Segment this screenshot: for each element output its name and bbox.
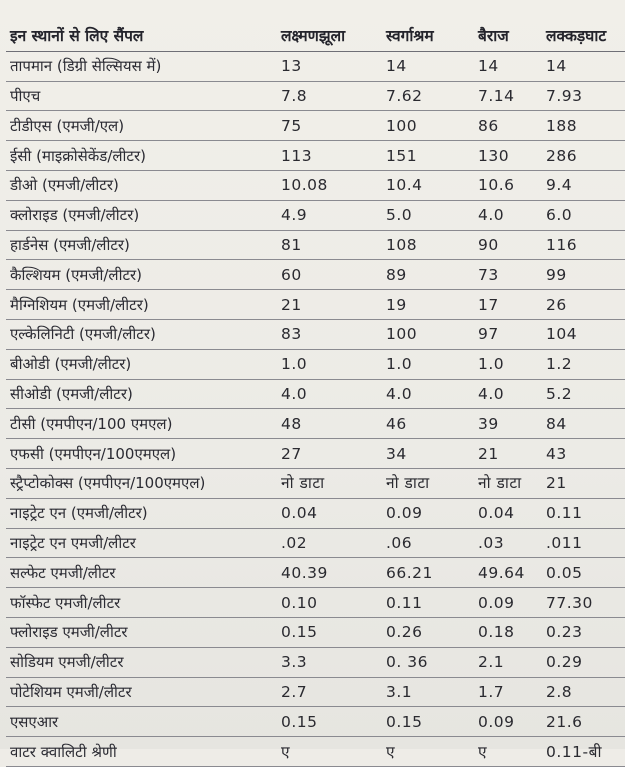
row-parameter-label: सल्फेट एमजी/लीटर <box>6 558 271 588</box>
row-value-cell: 3.3 <box>271 647 380 677</box>
row-value-cell: 10.4 <box>380 170 474 200</box>
row-value-cell: 48 <box>271 409 380 439</box>
header-sample-location: इन स्थानों से लिए सैंपल <box>6 22 271 51</box>
row-value-cell: .011 <box>536 528 625 558</box>
table-row <box>6 290 625 320</box>
row-parameter-label: कैल्शियम (एमजी/लीटर) <box>6 260 271 290</box>
row-parameter-label: पोटेशियम एमजी/लीटर <box>6 677 271 707</box>
row-value-cell: 130 <box>474 141 536 171</box>
row-value-cell: 0.26 <box>380 617 474 647</box>
table-row <box>6 319 625 349</box>
row-value-cell: 21 <box>271 290 380 320</box>
row-value-cell: 4.0 <box>474 379 536 409</box>
row-value-cell: 0.15 <box>380 707 474 737</box>
row-value-cell: 73 <box>474 260 536 290</box>
row-value-cell: 2.1 <box>474 647 536 677</box>
row-value-cell: 43 <box>536 439 625 469</box>
row-value-cell: 0.11 <box>380 588 474 618</box>
row-value-cell: ए <box>271 737 380 767</box>
table-row <box>6 677 625 707</box>
row-value-cell: .03 <box>474 528 536 558</box>
table-row <box>6 379 625 409</box>
row-value-cell: 10.08 <box>271 170 380 200</box>
row-parameter-label: स्ट्रैप्टोकोक्स (एमपीएन/100एमएल) <box>6 468 271 498</box>
row-value-cell: 0.11-बी <box>536 737 625 767</box>
row-value-cell: 4.0 <box>271 379 380 409</box>
table-row <box>6 51 625 81</box>
header-swargashram: स्वर्गाश्रम <box>380 22 474 51</box>
row-value-cell: 34 <box>380 439 474 469</box>
row-value-cell: 113 <box>271 141 380 171</box>
row-value-cell: 89 <box>380 260 474 290</box>
row-parameter-label: सोडियम एमजी/लीटर <box>6 647 271 677</box>
table-row <box>6 141 625 171</box>
row-value-cell: 2.8 <box>536 677 625 707</box>
row-parameter-label: नाइट्रेट एन (एमजी/लीटर) <box>6 498 271 528</box>
table-row <box>6 707 625 737</box>
row-value-cell: 0.04 <box>474 498 536 528</box>
row-value-cell: 46 <box>380 409 474 439</box>
row-value-cell: 39 <box>474 409 536 439</box>
header-lakkadghat: लक्कड़घाट <box>536 22 625 51</box>
row-parameter-label: ईसी (माइक्रोसेकेंड/लीटर) <box>6 141 271 171</box>
row-value-cell: 1.2 <box>536 349 625 379</box>
row-value-cell: नो डाटा <box>474 468 536 498</box>
row-value-cell: 0.09 <box>474 707 536 737</box>
row-value-cell: 10.6 <box>474 170 536 200</box>
row-parameter-label: एल्केलिनिटी (एमजी/लीटर) <box>6 319 271 349</box>
row-value-cell: 40.39 <box>271 558 380 588</box>
row-value-cell: नो डाटा <box>380 468 474 498</box>
table-row <box>6 230 625 260</box>
row-value-cell: 100 <box>380 111 474 141</box>
table-row <box>6 349 625 379</box>
row-parameter-label: एसएआर <box>6 707 271 737</box>
row-value-cell: 104 <box>536 319 625 349</box>
row-value-cell: 0.23 <box>536 617 625 647</box>
table-row <box>6 588 625 618</box>
row-value-cell: 0.05 <box>536 558 625 588</box>
row-value-cell: 21 <box>474 439 536 469</box>
row-value-cell: 100 <box>380 319 474 349</box>
row-value-cell: 188 <box>536 111 625 141</box>
table-row <box>6 260 625 290</box>
row-value-cell: 0.29 <box>536 647 625 677</box>
row-parameter-label: सीओडी (एमजी/लीटर) <box>6 379 271 409</box>
row-parameter-label: मैग्निशियम (एमजी/लीटर) <box>6 290 271 320</box>
table-body <box>6 51 625 766</box>
row-value-cell: 5.2 <box>536 379 625 409</box>
row-value-cell: 7.62 <box>380 81 474 111</box>
row-value-cell: 0. 36 <box>380 647 474 677</box>
row-value-cell: 77.30 <box>536 588 625 618</box>
table-row <box>6 409 625 439</box>
row-value-cell: 0.10 <box>271 588 380 618</box>
row-value-cell: 90 <box>474 230 536 260</box>
row-value-cell: 2.7 <box>271 677 380 707</box>
row-value-cell: 14 <box>536 51 625 81</box>
row-value-cell: 26 <box>536 290 625 320</box>
row-value-cell: ए <box>474 737 536 767</box>
row-value-cell: ए <box>380 737 474 767</box>
row-value-cell: नो डाटा <box>271 468 380 498</box>
row-value-cell: 99 <box>536 260 625 290</box>
table-row <box>6 498 625 528</box>
table-row <box>6 170 625 200</box>
table-row <box>6 737 625 767</box>
row-value-cell: 0.09 <box>474 588 536 618</box>
row-value-cell: 3.1 <box>380 677 474 707</box>
row-parameter-label: एफसी (एमपीएन/100एमएल) <box>6 439 271 469</box>
table-row <box>6 200 625 230</box>
row-value-cell: 0.15 <box>271 707 380 737</box>
table-row <box>6 558 625 588</box>
row-value-cell: 286 <box>536 141 625 171</box>
row-value-cell: 13 <box>271 51 380 81</box>
row-parameter-label: टीडीएस (एमजी/एल) <box>6 111 271 141</box>
row-value-cell: 66.21 <box>380 558 474 588</box>
row-value-cell: 0.18 <box>474 617 536 647</box>
table-row <box>6 468 625 498</box>
row-value-cell: 1.0 <box>474 349 536 379</box>
row-parameter-label: डीओ (एमजी/लीटर) <box>6 170 271 200</box>
table-row <box>6 617 625 647</box>
table-row <box>6 111 625 141</box>
row-parameter-label: फॉस्फेट एमजी/लीटर <box>6 588 271 618</box>
header-lakshmanjhula: लक्ष्मणझूला <box>271 22 380 51</box>
row-value-cell: 5.0 <box>380 200 474 230</box>
row-value-cell: 1.7 <box>474 677 536 707</box>
row-value-cell: 84 <box>536 409 625 439</box>
row-parameter-label: नाइट्रेट एन एमजी/लीटर <box>6 528 271 558</box>
row-value-cell: 86 <box>474 111 536 141</box>
row-value-cell: 19 <box>380 290 474 320</box>
water-quality-table <box>6 22 625 767</box>
table-row <box>6 81 625 111</box>
row-value-cell: 7.8 <box>271 81 380 111</box>
row-value-cell: 0.11 <box>536 498 625 528</box>
row-value-cell: 108 <box>380 230 474 260</box>
row-value-cell: 4.0 <box>380 379 474 409</box>
row-value-cell: 49.64 <box>474 558 536 588</box>
row-value-cell: 97 <box>474 319 536 349</box>
row-value-cell: 0.04 <box>271 498 380 528</box>
row-parameter-label: हार्डनेस (एमजी/लीटर) <box>6 230 271 260</box>
row-parameter-label: फ्लोराइड एमजी/लीटर <box>6 617 271 647</box>
row-value-cell: 4.9 <box>271 200 380 230</box>
row-value-cell: 1.0 <box>380 349 474 379</box>
row-value-cell: 27 <box>271 439 380 469</box>
row-value-cell: 116 <box>536 230 625 260</box>
row-parameter-label: बीओडी (एमजी/लीटर) <box>6 349 271 379</box>
row-value-cell: .06 <box>380 528 474 558</box>
row-value-cell: 83 <box>271 319 380 349</box>
row-value-cell: .02 <box>271 528 380 558</box>
row-parameter-label: पीएच <box>6 81 271 111</box>
row-parameter-label: तापमान (डिग्री सेल्सियस में) <box>6 51 271 81</box>
row-value-cell: 60 <box>271 260 380 290</box>
table-header-row <box>6 22 625 51</box>
row-value-cell: 75 <box>271 111 380 141</box>
row-value-cell: 7.93 <box>536 81 625 111</box>
row-value-cell: 21 <box>536 468 625 498</box>
row-value-cell: 1.0 <box>271 349 380 379</box>
row-value-cell: 151 <box>380 141 474 171</box>
header-barrage: बैराज <box>474 22 536 51</box>
row-value-cell: 21.6 <box>536 707 625 737</box>
row-parameter-label: वाटर क्वालिटी श्रेणी <box>6 737 271 767</box>
row-value-cell: 17 <box>474 290 536 320</box>
table-row <box>6 528 625 558</box>
table-row <box>6 439 625 469</box>
row-value-cell: 14 <box>474 51 536 81</box>
row-value-cell: 81 <box>271 230 380 260</box>
row-value-cell: 14 <box>380 51 474 81</box>
row-parameter-label: क्लोराइड (एमजी/लीटर) <box>6 200 271 230</box>
table-row <box>6 647 625 677</box>
row-value-cell: 7.14 <box>474 81 536 111</box>
row-parameter-label: टीसी (एमपीएन/100 एमएल) <box>6 409 271 439</box>
row-value-cell: 4.0 <box>474 200 536 230</box>
row-value-cell: 0.15 <box>271 617 380 647</box>
row-value-cell: 0.09 <box>380 498 474 528</box>
row-value-cell: 6.0 <box>536 200 625 230</box>
row-value-cell: 9.4 <box>536 170 625 200</box>
